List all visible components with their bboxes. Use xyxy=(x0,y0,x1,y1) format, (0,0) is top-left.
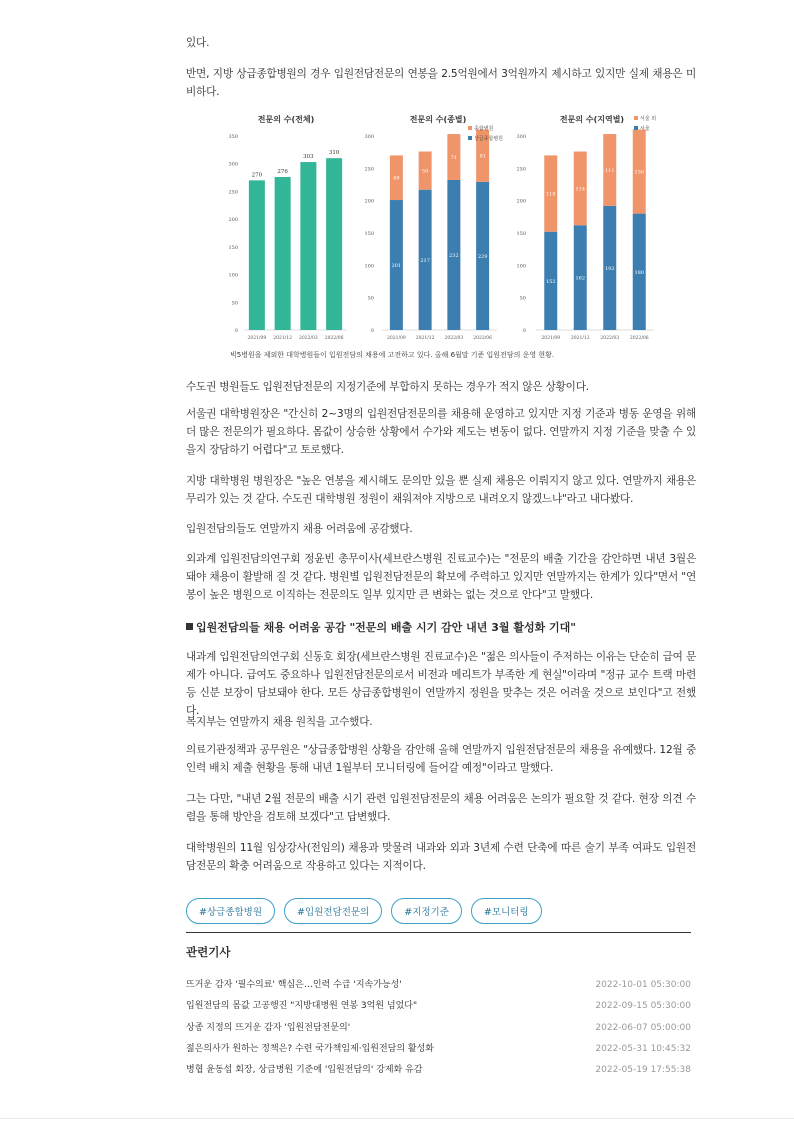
x-tick-label: 2021/12 xyxy=(415,336,435,341)
data-label: 111 xyxy=(604,167,615,174)
paragraph: 외과계 입원전담의연구회 정윤빈 총무이사(세브란스병원 진료교수)는 "전문의 배출 기간을 감안하면 내년 3월은 돼야 채용이 활발해 질 것 같다. 병원별 입원전담전문의 확보에 주력하고 있지만 연말까지는 한계가 있다"면서 "연봉이 높은 병원으로 이직하는 전문의도 일부 있지만 큰 변화는 없는 것으로 안다"고 말했다. xyxy=(186,553,696,601)
legend-label: 상급종합병원 xyxy=(474,136,503,142)
paragraph: 대학병원의 11월 임상강사(전임의) 채용과 맞물려 내과와 외과 3년제 수련 단축에 따른 술기 부족 여파도 입원전담전문의 확충 어려움으로 작용하고 있다는 지적이다. xyxy=(186,842,696,872)
paragraph: 그는 다만, "내년 2월 전문의 배출 시기 관련 입원전담전문의 채용 어려움은 논의가 필요할 것 같다. 현장 의견 수렴을 통해 방안을 검토해 보겠다"고 답변했다. xyxy=(186,793,696,823)
y-tick-label: 300 xyxy=(516,134,526,140)
charts-svg xyxy=(222,108,672,348)
paragraph: 서울권 대학병원장은 "간신히 2~3명의 입원전담전문의를 채용해 운영하고 있지만 지정 기준과 병동 운영을 위해 더 많은 전문의가 필요하다. 몸값이 상승한 상황에서 수가와 제도는 변동이 없다. 연말까지 지정 기준을 맞출 수 있을지 장담하기 어렵다"고 토로했다. xyxy=(186,408,696,456)
data-label: 276 xyxy=(277,169,288,176)
section-subheading xyxy=(186,619,696,635)
data-label: 118 xyxy=(545,191,556,198)
legend-label: 서울 외 xyxy=(640,116,657,122)
subheading-text: 입원전담의들 채용 어려움 공감 "전문의 배출 시기 감안 내년 3월 활성화 기대" xyxy=(196,621,577,634)
related-article-date: 2022-09-15 05:30:00 xyxy=(595,1001,691,1012)
tag-list xyxy=(186,898,542,924)
data-label: 232 xyxy=(449,252,459,259)
y-tick-label: 150 xyxy=(228,244,238,251)
related-article-title[interactable]: 젊은의사가 원하는 정책은? 수련 국가책임제·입원전담의 활성화 xyxy=(186,1043,434,1054)
y-tick-label: 250 xyxy=(364,166,374,173)
data-label: 71 xyxy=(450,155,458,162)
data-label: 69 xyxy=(393,175,400,182)
related-article-date: 2022-05-19 17:55:38 xyxy=(595,1065,691,1076)
paragraph: 입원전담의들도 연말까지 채용 어려움에 공감했다. xyxy=(186,523,413,535)
y-tick-label: 200 xyxy=(364,198,374,205)
x-tick-label: 2022/06 xyxy=(473,336,492,341)
y-tick-label: 200 xyxy=(516,198,526,205)
x-tick-label: 2021/09 xyxy=(541,336,561,341)
x-tick-label: 2021/09 xyxy=(247,336,267,341)
related-article-title[interactable]: 뜨거운 감자 '필수의료' 핵심은…인력 수급 '지속가능성' xyxy=(186,980,402,990)
data-label: 81 xyxy=(479,153,486,160)
paragraph: 수도권 병원들도 입원전담전문의 지정기준에 부합하지 못하는 경우가 적지 않은 상황이다. xyxy=(186,381,589,393)
x-tick-label: 2021/12 xyxy=(273,336,292,341)
data-label: 270 xyxy=(251,172,263,179)
x-tick-label: 2021/12 xyxy=(570,336,590,341)
paragraph: 있다. xyxy=(186,37,210,49)
legend-label: 서울 xyxy=(640,126,650,132)
x-tick-label: 2022/03 xyxy=(299,336,318,341)
related-article-title[interactable]: 입원전담의 몸값 고공행진 "지방대병원 연봉 3억원 넘었다" xyxy=(186,1001,418,1012)
y-tick-label: 150 xyxy=(516,231,526,237)
paragraph: 내과계 입원전담의연구회 신동호 회장(세브란스병원 진료교수)은 "젊은 의사들이 주저하는 이유는 단순히 급여 문제가 아니다. 급여도 중요하나 입원전담전문의로서 비전과 메리트가 부족한 게 현실"이라며 "정규 교수 트랙 마련 등 신분 보장이 담보돼야 한다. 모든 상급종합병원이 연말까지 정원을 맞추는 것은 어려울 것으로 보인다"고 전했다. xyxy=(186,651,696,717)
chart-title: 전문의 수(종별) xyxy=(409,115,467,124)
data-label: 303 xyxy=(303,154,314,161)
related-article-row[interactable] xyxy=(186,1021,691,1042)
legend-swatch xyxy=(634,126,638,130)
y-tick-label: 50 xyxy=(231,300,238,307)
related-article-row[interactable] xyxy=(186,1042,691,1063)
related-article-row[interactable] xyxy=(186,999,691,1020)
y-tick-label: 100 xyxy=(364,263,374,270)
legend-swatch xyxy=(634,116,638,120)
bar xyxy=(249,180,265,330)
related-articles-heading: 관련기사 xyxy=(186,945,231,959)
data-label: 192 xyxy=(604,265,615,272)
tag-link[interactable]: #지정기준 xyxy=(391,898,462,924)
y-tick-label: 250 xyxy=(228,189,238,196)
related-article-row[interactable] xyxy=(186,1063,691,1084)
bar xyxy=(275,177,291,330)
y-tick-label: 50 xyxy=(519,295,526,302)
data-label: 162 xyxy=(575,275,586,282)
related-article-date: 2022-05-31 10:45:32 xyxy=(595,1043,691,1054)
x-tick-label: 2021/09 xyxy=(387,336,406,341)
related-articles-list xyxy=(186,978,691,1084)
y-tick-label: 350 xyxy=(228,134,238,140)
related-article-date: 2022-06-07 05:00:00 xyxy=(595,1022,691,1033)
page-bottom-line xyxy=(0,1118,794,1119)
y-tick-label: 300 xyxy=(364,134,374,140)
x-tick-label: 2022/06 xyxy=(324,336,344,341)
y-tick-label: 200 xyxy=(228,217,238,224)
y-tick-label: 0 xyxy=(234,328,238,334)
bar xyxy=(300,162,316,330)
x-tick-label: 2022/06 xyxy=(629,336,649,341)
related-article-row[interactable] xyxy=(186,978,691,999)
figure-caption: 빅5병원을 제외한 대학병원들이 입원전담의 채용에 고전하고 있다. 올해 6월말 기준 입원전담의 운영 현황. xyxy=(230,351,555,359)
tag-link[interactable]: #모니터링 xyxy=(471,898,542,924)
paragraph: 반면, 지방 상급종합병원의 경우 입원전담전문의 연봉을 2.5억원에서 3억원까지 제시하고 있지만 실제 채용은 미비하다. xyxy=(186,68,696,98)
data-label: 310 xyxy=(328,150,340,157)
y-tick-label: 300 xyxy=(228,161,238,168)
legend-label: 종합병원 xyxy=(474,126,494,132)
paragraph: 지방 대학병원 병원장은 "높은 연봉을 제시해도 문의만 있을 뿐 실제 채용은 이뤄지지 않고 있다. 연말까지 채용은 무리가 있는 것 같다. 수도권 대학병원 정원이 채워져야 지방으로 내려오지 않겠느냐"라고 내다봤다. xyxy=(186,475,696,505)
x-tick-label: 2022/03 xyxy=(600,336,620,341)
related-article-title[interactable]: 상종 지정의 뜨거운 감자 '입원전담전문의' xyxy=(186,1022,351,1033)
related-article-title[interactable]: 병협 윤동섭 회장, 상급병원 기준에 '입원전담의' 강제화 유감 xyxy=(186,1065,423,1076)
x-tick-label: 2022/03 xyxy=(444,336,464,341)
chart-figure xyxy=(222,108,672,348)
bar xyxy=(326,158,342,330)
y-tick-label: 250 xyxy=(516,166,526,173)
paragraph: 복지부는 연말까지 채용 원칙을 고수했다. xyxy=(186,716,373,728)
square-bullet-icon xyxy=(186,623,193,630)
tag-link[interactable]: #입원전담전문의 xyxy=(284,898,382,924)
chart-title: 전문의 수(지역별) xyxy=(559,115,625,124)
data-label: 59 xyxy=(421,168,429,175)
chart-title: 전문의 수(전체) xyxy=(257,115,315,124)
y-tick-label: 150 xyxy=(364,231,374,237)
data-label: 201 xyxy=(391,263,402,270)
legend-swatch xyxy=(468,136,472,140)
data-label: 217 xyxy=(420,257,430,264)
legend-swatch xyxy=(468,126,472,130)
data-label: 152 xyxy=(545,278,556,285)
tag-link[interactable]: #상급종합병원 xyxy=(186,898,275,924)
y-tick-label: 100 xyxy=(516,263,526,270)
data-label: 114 xyxy=(575,186,586,193)
paragraph: 의료기관정책과 공무원은 "상급종합병원 상황을 감안해 올해 연말까지 입원전담전문의 채용을 유예했다. 12월 중 인력 배치 제출 현황을 통해 내년 1월부터 모니터링에 들어갈 예정"이라고 말했다. xyxy=(186,744,696,774)
y-tick-label: 100 xyxy=(228,272,238,279)
y-tick-label: 0 xyxy=(522,328,526,334)
y-tick-label: 50 xyxy=(367,295,374,302)
data-label: 229 xyxy=(477,253,488,260)
divider xyxy=(186,932,691,933)
y-tick-label: 0 xyxy=(370,328,374,334)
data-label: 130 xyxy=(634,169,645,176)
data-label: 180 xyxy=(634,269,645,276)
related-article-date: 2022-10-01 05:30:00 xyxy=(595,980,691,990)
